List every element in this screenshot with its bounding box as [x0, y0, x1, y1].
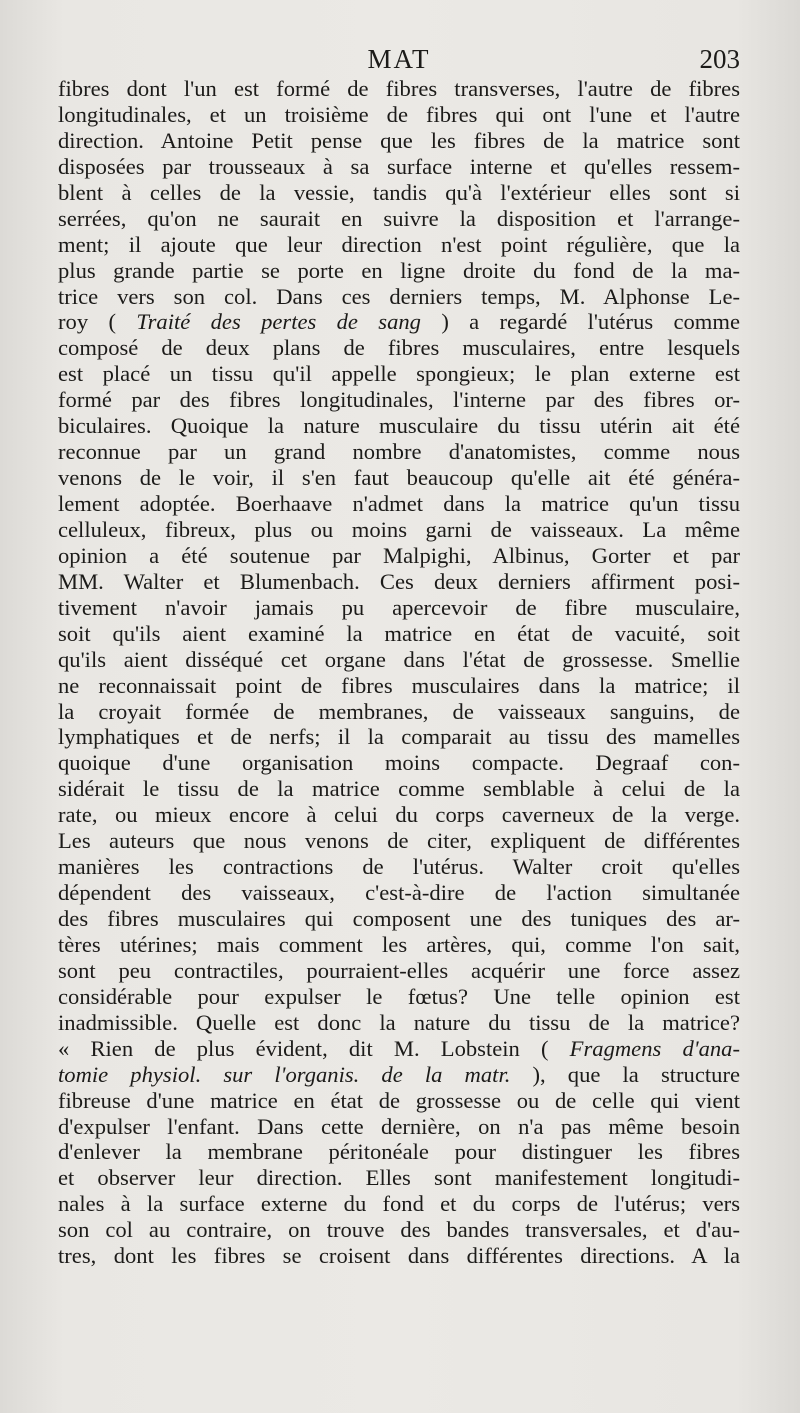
text-segment: tères utérines; mais comment les artères, qui, comme l'on sait, — [58, 931, 740, 957]
text-segment: longitudinales, et un troisième de fibres qui ont l'une et l'autre — [58, 101, 740, 127]
text-segment: tivement n'avoir jamais pu apercevoir de fibre musculaire, — [58, 594, 740, 620]
text-line — [58, 102, 740, 128]
text-line — [58, 258, 740, 284]
text-segment: qu'ils aient disséqué cet organe dans l'état de grossesse. Smellie — [58, 646, 740, 672]
text-segment: venons de le voir, il s'en faut beaucoup qu'elle ait été généra- — [58, 465, 740, 491]
text-segment: ), que la structure — [510, 1061, 740, 1087]
text-segment: biculaires. Quoique la nature musculaire du tissu utérin ait été — [58, 413, 740, 439]
text-line — [58, 543, 740, 569]
running-head: MAT — [367, 44, 431, 74]
text-segment: fibres dont l'un est formé de fibres transverses, l'autre de fibres — [58, 76, 740, 101]
text-line — [58, 1010, 740, 1036]
text-line — [58, 647, 740, 673]
text-line — [58, 206, 740, 232]
text-segment: Les auteurs que nous venons de citer, expliquent de différentes — [58, 828, 740, 854]
text-line — [58, 750, 740, 776]
text-segment: composé de deux plans de fibres musculaires, entre lesquels — [58, 335, 740, 361]
text-line — [58, 621, 740, 647]
text-segment: ment; il ajoute que leur direction n'est point régulière, que la — [58, 231, 740, 257]
text-line — [58, 465, 740, 491]
text-line — [58, 1243, 740, 1269]
text-line — [58, 1139, 740, 1165]
text-segment: formé par des fibres longitudinales, l'interne par des fibres or- — [58, 387, 740, 413]
text-segment: considérable pour expulser le fœtus? Une telle opinion est — [58, 983, 740, 1009]
text-line — [58, 932, 740, 958]
text-line — [58, 984, 740, 1010]
text-line — [58, 1062, 740, 1088]
text-line — [58, 335, 740, 361]
text-line — [58, 180, 740, 206]
text-line — [58, 1191, 740, 1217]
text-segment: blent à celles de la vessie, tandis qu'à l'extérieur elles sont si — [58, 179, 740, 205]
page-header — [58, 44, 740, 78]
text-line — [58, 1114, 740, 1140]
text-segment: manières les contractions de l'utérus. Walter croit qu'elles — [58, 854, 740, 880]
text-line — [58, 1036, 740, 1062]
text-segment: roy ( — [58, 309, 137, 335]
text-line — [58, 128, 740, 154]
text-segment: lement adoptée. Boerhaave n'admet dans la matrice qu'un tissu — [58, 491, 740, 516]
text-line — [58, 1088, 740, 1114]
italic-title: tomie physiol. sur l'organis. de la matr. — [58, 1061, 511, 1087]
text-segment: d'expulser l'enfant. Dans cette dernière, on n'a pas même besoin — [58, 1113, 740, 1139]
text-segment: est placé un tissu qu'il appelle spongieux; le plan externe est — [58, 361, 740, 387]
text-segment: sont peu contractiles, pourraient-elles acquérir une force assez — [58, 957, 740, 983]
text-line — [58, 906, 740, 932]
body-text — [58, 76, 740, 1269]
text-segment: des fibres musculaires qui composent une des tuniques des ar- — [58, 906, 740, 931]
text-line — [58, 232, 740, 258]
text-segment: sidérait le tissu de la matrice comme semblable à celui de la — [58, 776, 740, 802]
text-line — [58, 776, 740, 802]
italic-title: Traité des pertes de sang — [136, 309, 421, 335]
text-segment: disposées par trousseaux à sa surface interne et qu'elles ressem- — [58, 153, 740, 179]
text-line — [58, 1217, 740, 1243]
text-line — [58, 802, 740, 828]
text-segment: d'enlever la membrane péritonéale pour distinguer les fibres — [58, 1139, 740, 1165]
text-segment: et observer leur direction. Elles sont manifestement longitudi- — [58, 1165, 740, 1191]
text-segment: inadmissible. Quelle est donc la nature du tissu de la matrice? — [58, 1009, 740, 1035]
page-number: 203 — [699, 44, 740, 74]
text-line — [58, 854, 740, 880]
text-line — [58, 724, 740, 750]
text-segment: nales à la surface externe du fond et du corps de l'utérus; vers — [58, 1191, 740, 1217]
text-segment: la croyait formée de membranes, de vaisseaux sanguins, de — [58, 698, 740, 724]
text-segment: opinion a été soutenue par Malpighi, Albinus, Gorter et par — [58, 542, 740, 568]
text-line — [58, 673, 740, 699]
text-segment: plus grande partie se porte en ligne droite du fond de la ma- — [58, 257, 740, 283]
text-segment: trice vers son col. Dans ces derniers temps, M. Alphonse Le- — [58, 283, 740, 309]
text-segment: reconnue par un grand nombre d'anatomistes, comme nous — [58, 439, 740, 465]
text-line — [58, 1165, 740, 1191]
text-line — [58, 413, 740, 439]
text-segment: lymphatiques et de nerfs; il la comparait au tissu des mamelles — [58, 724, 740, 750]
text-segment: serrées, qu'on ne saurait en suivre la disposition et l'arrange- — [58, 205, 740, 231]
text-line — [58, 387, 740, 413]
text-segment: quoique d'une organisation moins compacte. Degraaf con- — [58, 750, 740, 776]
text-line — [58, 958, 740, 984]
text-segment: soit qu'ils aient examiné la matrice en état de vacuité, soit — [58, 620, 740, 646]
text-line — [58, 491, 740, 517]
text-segment: dépendent des vaisseaux, c'est-à-dire de l'action simultanée — [58, 880, 740, 906]
text-segment: rate, ou mieux encore à celui du corps caverneux de la verge. — [58, 802, 740, 828]
text-segment: MM. Walter et Blumenbach. Ces deux derniers affirment posi- — [58, 568, 740, 594]
text-segment: son col au contraire, on trouve des bandes transversales, et d'au- — [58, 1217, 740, 1243]
text-segment: celluleux, fibreux, plus ou moins garni de vaisseaux. La même — [58, 516, 740, 542]
text-line — [58, 154, 740, 180]
text-line — [58, 595, 740, 621]
text-segment: tres, dont les fibres se croisent dans différentes directions. A la — [58, 1243, 740, 1269]
text-line — [58, 76, 740, 102]
text-segment: fibreuse d'une matrice en état de grossesse ou de celle qui vient — [58, 1087, 740, 1113]
text-line — [58, 880, 740, 906]
text-line — [58, 361, 740, 387]
text-segment: ) a regardé l'utérus comme — [420, 309, 740, 335]
text-line — [58, 439, 740, 465]
text-line — [58, 699, 740, 725]
text-line — [58, 517, 740, 543]
text-line — [58, 309, 740, 335]
text-line — [58, 284, 740, 310]
text-segment: ne reconnaissait point de fibres musculaires dans la matrice; il — [58, 672, 740, 698]
italic-title: Fragmens d'ana- — [569, 1035, 740, 1061]
text-segment: direction. Antoine Petit pense que les fibres de la matrice sont — [58, 127, 740, 153]
text-segment: « Rien de plus évident, dit M. Lobstein ( — [58, 1035, 570, 1061]
text-line — [58, 828, 740, 854]
text-line — [58, 569, 740, 595]
